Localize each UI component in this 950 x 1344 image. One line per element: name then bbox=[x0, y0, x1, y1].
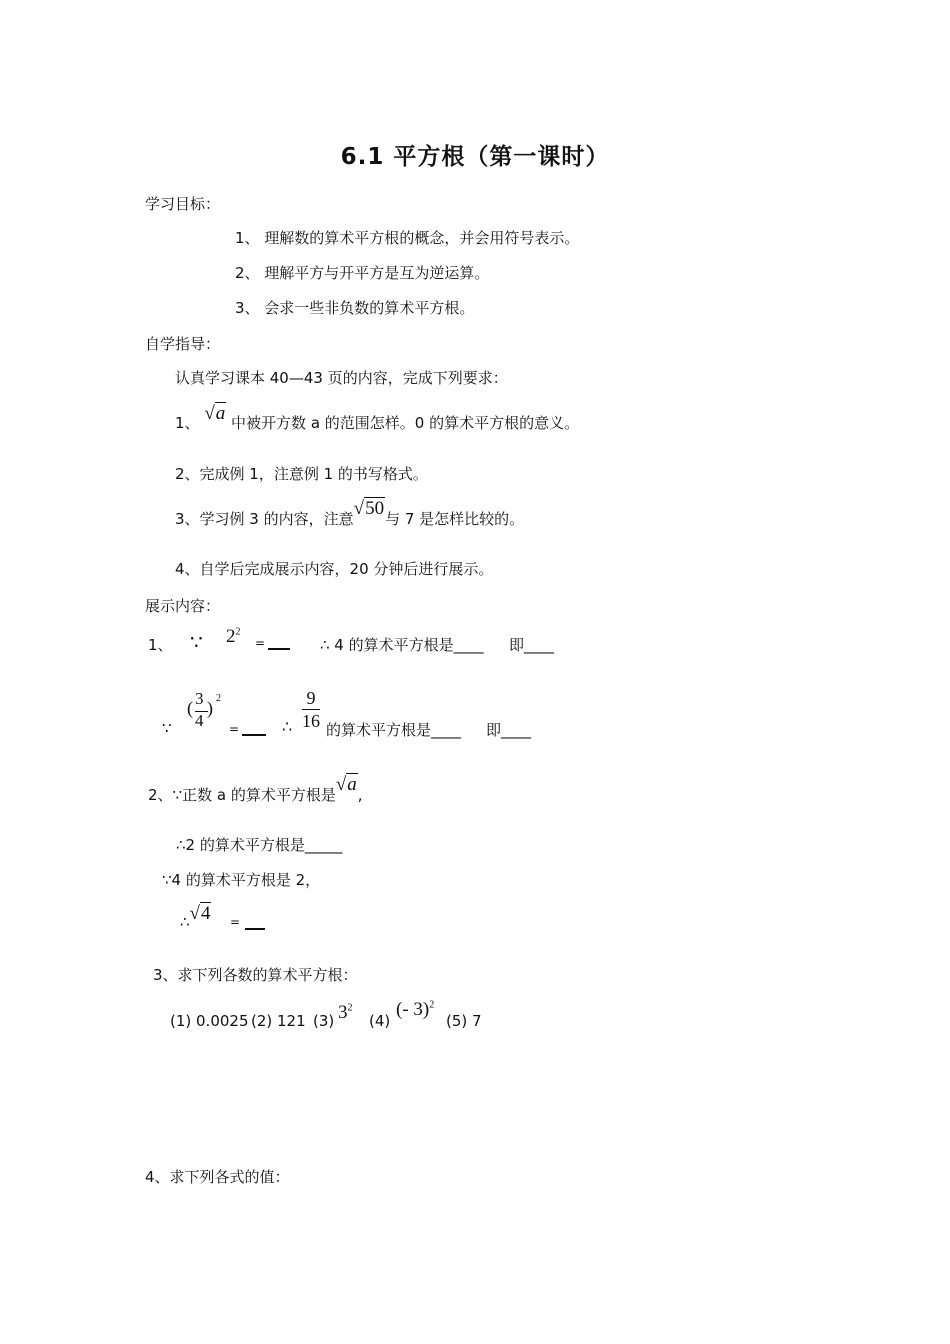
guide-item-4: 4、自学后完成展示内容，20 分钟后进行展示。 bbox=[175, 560, 494, 578]
guide-item-1 bbox=[175, 403, 580, 432]
q1b-ji: 即____ bbox=[486, 721, 532, 739]
display-heading: 展示内容： bbox=[145, 597, 221, 615]
q3-part-3: (3) bbox=[313, 1012, 335, 1030]
page-title: 6.1 平方根（第一课时） bbox=[340, 144, 610, 170]
guide-item-3-prefix: 3、学习例 3 的内容，注意 bbox=[175, 510, 354, 528]
power-neg3-2: (- 3)$^2$ bbox=[396, 999, 435, 1020]
guide-heading: 自学指导： bbox=[145, 335, 221, 353]
answer-blank bbox=[245, 910, 265, 934]
sqrt-4: √4 bbox=[189, 903, 211, 924]
sqrt-50: √50 bbox=[353, 498, 385, 519]
therefore-symbol: ∴ bbox=[282, 719, 293, 736]
guide-intro: 认真学习课本 40—43 页的内容，完成下列要求： bbox=[175, 369, 508, 387]
power-2-2: $2^2$ bbox=[226, 626, 241, 647]
exponent: 2 bbox=[216, 693, 221, 704]
objective-item: 1、 理解数的算术平方根的概念，并会用符号表示。 bbox=[235, 229, 580, 247]
objective-item: 3、 会求一些非负数的算术平方根。 bbox=[235, 299, 475, 317]
because-symbol: ∵ bbox=[162, 721, 172, 737]
sqrt-a: √a bbox=[335, 774, 357, 795]
sqrt-a: √a bbox=[204, 403, 226, 424]
q1-ji: 即____ bbox=[509, 636, 555, 654]
guide-item-3 bbox=[175, 498, 525, 528]
equals-sign: = bbox=[230, 915, 241, 929]
q3-part-4: (4) bbox=[369, 1012, 391, 1030]
answer-blank bbox=[242, 716, 266, 740]
equals-sign: = bbox=[229, 722, 240, 736]
objective-item: 2、 理解平方与开平方是互为逆运算。 bbox=[235, 264, 490, 282]
power-3-2: $3^2$ bbox=[338, 1002, 353, 1023]
q3-part-5: (5) 7 bbox=[446, 1012, 482, 1030]
q1-label: 1、 bbox=[148, 636, 173, 654]
guide-item-3-suffix: 与 7 是怎样比较的。 bbox=[385, 510, 525, 528]
because-symbol: ∵ bbox=[190, 632, 203, 654]
rparen: ) bbox=[207, 698, 213, 718]
equals-sign: = bbox=[255, 636, 266, 650]
q2-line2: ∴2 的算术平方根是_____ bbox=[176, 836, 343, 854]
q2-line4: ∴√4 bbox=[180, 903, 211, 931]
q4-heading: 4、求下列各式的值： bbox=[145, 1168, 290, 1186]
q3-part-1: (1) 0.0025 bbox=[170, 1012, 249, 1030]
fraction-9-16: $\frac{9}{16}$ bbox=[302, 688, 320, 731]
answer-blank bbox=[268, 630, 290, 654]
q1b-text: 的算术平方根是____ bbox=[326, 721, 462, 739]
objectives-heading: 学习目标： bbox=[145, 195, 221, 213]
guide-item-1-prefix: 1、 bbox=[175, 414, 200, 432]
q3-heading: 3、求下列各数的算术平方根： bbox=[153, 966, 358, 984]
q3-part-2: (2) 121 bbox=[251, 1012, 306, 1030]
fraction-3-4: 3 4 bbox=[195, 689, 204, 730]
q2-line1: 2、∵正数 a 的算术平方根是√a, bbox=[148, 774, 363, 804]
q1-therefore-text: ∴ 4 的算术平方根是____ bbox=[320, 636, 484, 654]
guide-item-1-text: 中被开方数 a 的范围怎样。0 的算术平方根的意义。 bbox=[231, 414, 580, 432]
lparen: ( bbox=[187, 698, 193, 718]
guide-item-2: 2、完成例 1，注意例 1 的书写格式。 bbox=[175, 465, 428, 483]
q2-line3: ∵4 的算术平方根是 2， bbox=[162, 871, 321, 889]
